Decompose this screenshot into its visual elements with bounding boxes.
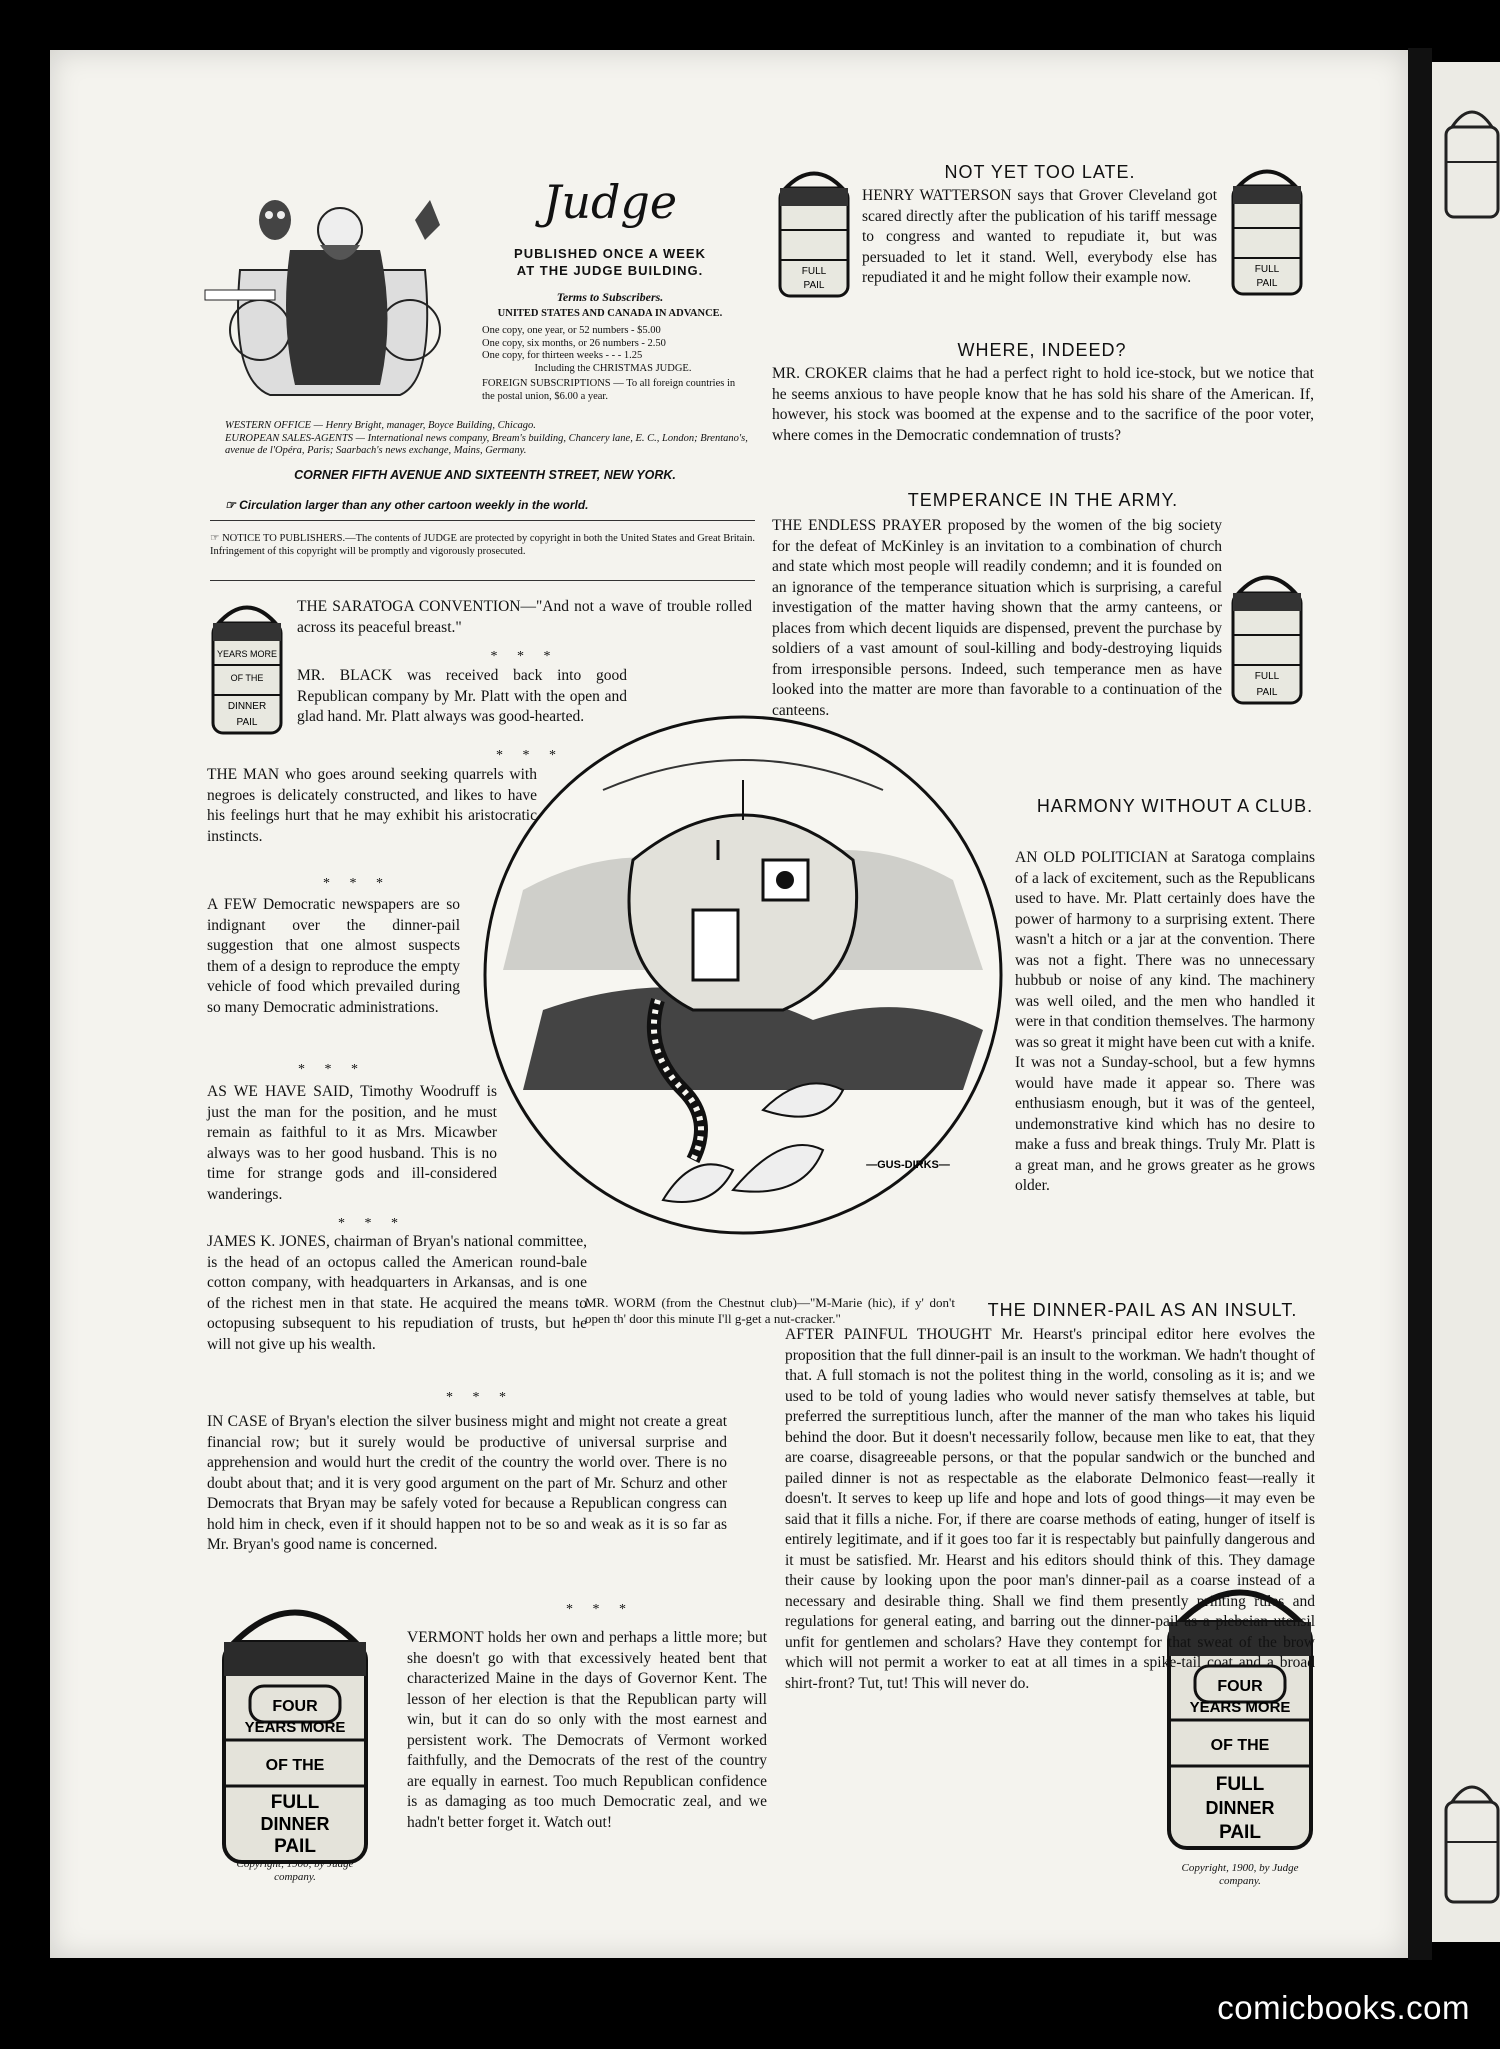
adjacent-pail-illustrations: [1432, 62, 1500, 1942]
address-line: CORNER FIFTH AVENUE AND SIXTEENTH STREET, NEW YORK.: [294, 468, 676, 482]
heading-temperance: TEMPERANCE IN THE ARMY.: [907, 490, 1179, 510]
paragraph-black: MR. BLACK was received back into good Republican company by Mr. Platt with the open and glad hand. Mr. Platt always was good-hearted.: [297, 667, 627, 725]
pail-text: PAIL: [803, 280, 825, 291]
pail-text: PAIL: [1219, 1822, 1261, 1843]
paragraph-democratic-newspapers: A FEW Democratic newspapers are so indignant over the dinner-pail suggestion that one almost suspects them of a design to reproduce the empty vehicle of food which prevailed during so many Democratic administrations.: [207, 896, 460, 1016]
pail-text: OF THE: [1210, 1737, 1270, 1754]
paragraph-bryan: IN CASE of Bryan's election the silver business might and might not create a great financial row; but it surely would be productive of universal surprise and apprehension and would hurt the credit of the country the world over. There is no doubt about that; and it is very good argument on the part of Mr. Schurz and other Democrats that Bryan may be safely voted for because a Republican congress can hold him in check, even if it should happen not to be so and weak as it is so far as Mr. Bryan's good name is concerned.: [207, 1413, 727, 1553]
masthead-illustration: [200, 180, 485, 410]
masthead-published: [470, 245, 750, 279]
published-line: PUBLISHED ONCE A WEEK: [514, 246, 706, 261]
paragraph-hearst: AFTER PAINFUL THOUGHT Mr. Hearst's principal editor here evolves the proposition that the full dinner-pail is an insult to the workman. We hadn't thought of that. A full stomach is not the politest thing in the world, consoling as it is; and we used to be told of young ladies who would never satisfy themselves at table, but preferred the surreptitious lunch, after the manner of the man who takes his liquid behind the door. But it doesn't necessarily follow, because men like to eat, that they are coarse, disagreeable persons, or that the popular sandwich or the bunched and pailed dinner is not as respectable as the elaborate Delmonico feast—really it doesn't. It serves to keep up life and hope and lots of good things—it may even be said that it fills a niche. For, if there are coarse methods of eating, hunger of itself is entirely legitimate, and if it goes too far it is respectably but painfully dangerous and it must be satisfied. Mr. Hearst and his editors should think of this. They damage their cause by looking upon the poor man's dinner-pail as a coarse instead of a necessary and desirable thing. Shall we find them presently printing rules and regulations for general eating, and barring out the dinner-pail as a plebeian utensil unfit for gentlemen and scholars? Have they contempt for that sweat of the brow which will not permit a worker to eat at all times in a spike-tail coat and a broad shirt-front? Tut, tut! This will never do.: [785, 1326, 1315, 1692]
dinner-pail-large-left: [210, 1590, 380, 1870]
notice-text: NOTICE TO PUBLISHERS.—The contents of JUDGE are protected by copyright in both the United States and Great Britain. Infringement of this copyright will be promptly and vigorously prosecuted.: [210, 533, 755, 557]
paragraph-jones: JAMES K. JONES, chairman of Bryan's national committee, is the head of an octopus called the American round-bale cotton company, with headquarters in Arkansas, and is one of the richest men in that state. He acquired the means to octopusing subsequent to his repudiation of trusts, but he will not give up his wealth.: [207, 1233, 587, 1353]
pail-text: DINNER: [260, 1814, 330, 1834]
us-canada: UNITED STATES AND CANADA IN ADVANCE.: [497, 308, 723, 319]
rate-3: One copy, for thirteen weeks - - - 1.25: [482, 350, 643, 361]
pail-text: FOUR: [272, 1698, 318, 1715]
rates-block: [482, 325, 744, 403]
circulation-line: [225, 498, 755, 512]
offices-block: [225, 420, 755, 458]
pointing-hand-icon: ☞: [225, 498, 240, 512]
circulation-text: Circulation larger than any other cartoon weekly in the world.: [239, 498, 589, 512]
building-line: AT THE JUDGE BUILDING.: [516, 263, 704, 278]
pail-text: YEARS MORE: [216, 649, 278, 659]
paragraph-endless-prayer: THE ENDLESS PRAYER proposed by the women of the big society for the defeat of McKinley is an invitation to a combination of church and state which most people will readily condemn; and it is founded on an ignorance of the temperance situation which is surprising, a careful investigation of the matter having shown that the army canteens, or places from which decent liquids are dispensed, prevent the purchase by soldiers of a vast amount of soul-killing and body-destroying liquids from irresponsible persons. Indeed, such temperance men as have looked into the matter are more than favorable to a continuation of the canteens.: [772, 517, 1222, 719]
copyright-left: Copyright, 1900, by Judge company.: [236, 1858, 354, 1883]
pail-text: DINNER: [1205, 1798, 1275, 1818]
paragraph-watterson: HENRY WATTERSON says that Grover Cleveland got scared directly after the publication of his tariff message to congress and wanted to repudiate it, but was persuaded to let it stand. Well, everybody else has repudiated it and he might follow their example now.: [862, 187, 1217, 286]
rate-2: One copy, six months, or 26 numbers - 2.50: [482, 337, 666, 349]
pointing-hand-icon: ☞: [210, 533, 223, 544]
paragraph-croker: MR. CROKER claims that he had a perfect right to hold ice-stock, but we notice that he seems anxious to have people know that he has sold his share of the American. If, however, his stock was boomed at the expense and to the sacrifice of the poor voter, where comes in the Democratic condemnation of trusts?: [772, 365, 1314, 444]
pail-text: YEARS MORE: [1189, 1699, 1291, 1716]
paragraph-woodruff: AS WE HAVE SAID, Timothy Woodruff is just the man for the position, and he must remain as faithful to it as Mrs. Micawber always was to her good husband. This is no time for strange gods and ill-considered wanderings.: [207, 1083, 497, 1203]
heading-harmony: HARMONY WITHOUT A CLUB.: [1036, 796, 1314, 816]
divider: [210, 580, 755, 581]
cartoon-illustration: [483, 710, 1003, 1240]
pail-text: FULL: [1254, 264, 1280, 275]
pail-text: DINNER: [227, 701, 267, 712]
rate-1: One copy, one year, or 52 numbers - $5.00: [482, 325, 661, 336]
stars-separator: * * *: [446, 1390, 514, 1405]
stars-separator: * * *: [496, 748, 564, 763]
stars-separator: * * *: [298, 1062, 366, 1077]
pail-text: PAIL: [1256, 687, 1278, 698]
stars-separator: * * *: [490, 649, 559, 664]
pail-text: FOUR: [1217, 1678, 1263, 1695]
paragraph-old-politician: AN OLD POLITICIAN at Saratoga complains of a lack of excitement, such as the Republicans used to have. Mr. Platt certainly does have the power of harmony to a surprising extent. There wasn't a hitch or a jar at the convention. There was not a fight. There was no unnecessary hubbub or noise of any kind. The machinery was well oiled, and the men who handled it were in that condition themselves. The harmony was so great it might have been cut with a knife. It was not a Sunday-school, but a few hymns would have made it appear so. There was enthusiasm enough, but it was of the genteel, undemonstrative kind which has no desire to make a fuss and break things. Truly Mr. Platt is a great man, and he grows greater as he grows older.: [1015, 849, 1316, 1194]
pail-text: FULL: [270, 1792, 320, 1813]
western-office: WESTERN OFFICE — Henry Bright, manager, Boyce Building, Chicago.: [225, 420, 536, 431]
european-agents: EUROPEAN SALES-AGENTS — International news company, Bream's building, Chancery lane, E. C., London; Brentano's, avenue de l'Opéra, Paris; Saarbach's news exchange, Mains, Germany.: [225, 432, 748, 456]
dinner-pail-illustration: [772, 162, 857, 302]
heading-not-yet-too-late: NOT YET TOO LATE.: [944, 162, 1136, 182]
paragraph-man: THE MAN who goes around seeking quarrels with negroes is delicately constructed, and likes to have his feelings hurt that he may exhibit his aristocratic instincts.: [207, 766, 537, 845]
pail-text: FULL: [1254, 671, 1280, 682]
dinner-pail-illustration: [205, 595, 290, 740]
copyright-right: Copyright, 1900, by Judge company.: [1181, 1862, 1299, 1887]
rate-3b: Including the CHRISTMAS JUDGE.: [534, 362, 692, 374]
artist-signature: —GUS-DIRKS—: [866, 1159, 950, 1171]
notice-line: [210, 533, 755, 558]
pail-text: PAIL: [236, 717, 258, 728]
cartoon-caption: MR. WORM (from the Chestnut club)—"M-Marie (hic), if y' don't open th' door this minute I'll g-get a nut-cracker.": [585, 1295, 955, 1326]
pail-text: OF THE: [265, 1757, 325, 1774]
stars-separator: * * *: [566, 1602, 634, 1617]
pail-text: PAIL: [1256, 278, 1278, 289]
adjacent-page-edge: [1432, 62, 1500, 1942]
page-gutter: [1408, 48, 1432, 1960]
pail-text: OF THE: [230, 673, 264, 683]
stars-separator: * * *: [338, 1216, 406, 1231]
pail-text: YEARS MORE: [244, 1719, 346, 1736]
stars-separator: * * *: [323, 876, 391, 891]
heading-where-indeed: WHERE, INDEED?: [957, 340, 1127, 360]
foreign-subs: FOREIGN SUBSCRIPTIONS — To all foreign countries in the postal union, $6.00 a year.: [482, 378, 736, 402]
dinner-pail-illustration: [1225, 565, 1310, 710]
divider: [210, 520, 755, 521]
paragraph-vermont: VERMONT holds her own and perhaps a little more; but she doesn't go with that excessively heated bent that characterized Maine in the days of Governor Kent. The lesson of her election is that the Republican party will win, but it can do so only with the most earnest and persistent work. The Democrats of Vermont worked faithfully, and the Democrats of the rest of the country are equally in earnest. Too much Republican confidence is as damaging as too much Democratic zeal, and we hadn't better forget it. Watch out!: [407, 1629, 767, 1831]
dinner-pail-illustration: [1225, 160, 1310, 300]
paragraph-saratoga: THE SARATOGA CONVENTION—"And not a wave of trouble rolled across its peaceful breast.": [297, 598, 752, 636]
pail-text: PAIL: [274, 1836, 316, 1857]
pail-text: FULL: [801, 266, 827, 277]
heading-dinner-pail-insult: THE DINNER-PAIL AS AN INSULT.: [987, 1300, 1298, 1320]
terms-heading: Terms to Subscribers.: [556, 290, 664, 304]
site-watermark: comicbooks.com: [1217, 1989, 1470, 2026]
masthead-title: Judge: [542, 175, 678, 229]
pail-text: FULL: [1215, 1774, 1265, 1795]
